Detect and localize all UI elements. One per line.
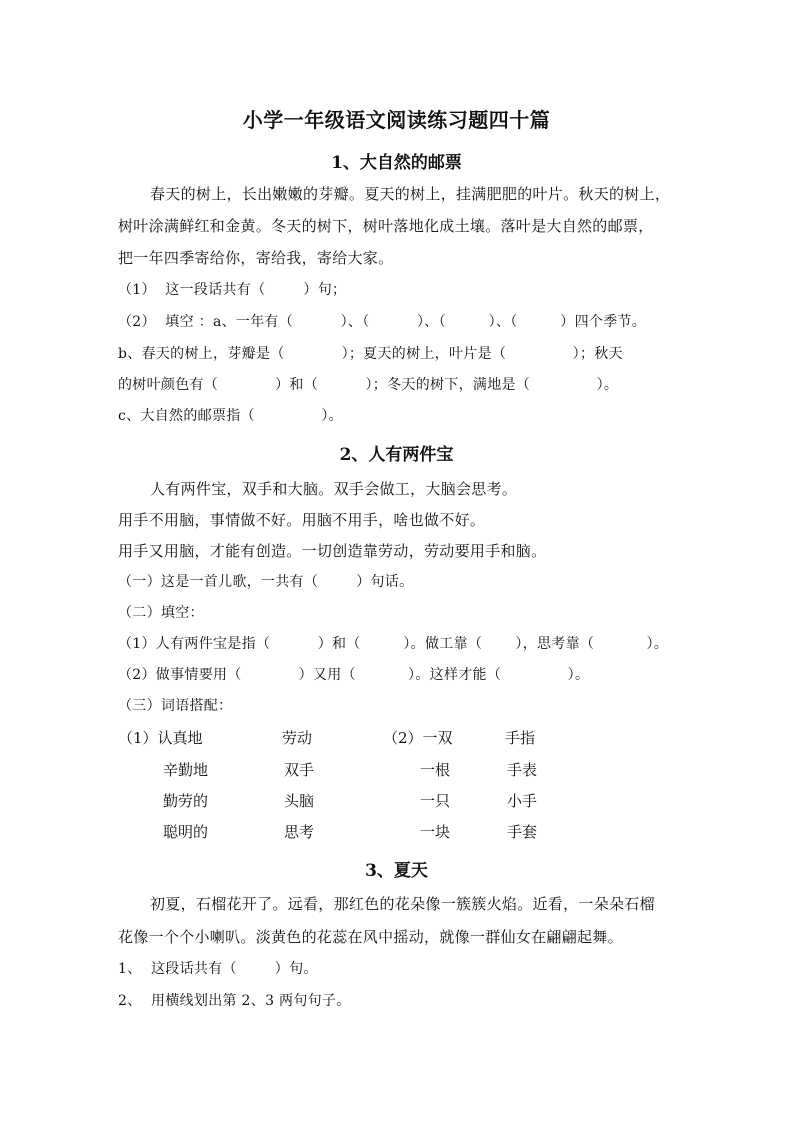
- section-2-question-2-2: （2）做事情要用（ ）又用（ ）。这样才能（ ）。: [118, 667, 590, 683]
- match-measure-word: 一只: [420, 792, 451, 810]
- section-2-poem-line: 用手又用脑，才能有创造。一切创造靠劳动，劳动要用手和脑。: [118, 542, 547, 560]
- section-2-question-2-1: （1）人有两件宝是指（ ）和（ ）。做工靠（ ），思考靠（ ）。: [118, 636, 669, 652]
- section-1-question-2b-cont: 的树叶颜色有（ ）和（ ）；冬天的树下，满地是（ ）。: [118, 377, 619, 393]
- section-2-question-3: （三）词语搭配：: [118, 698, 233, 714]
- section-2-question-2: （二）填空：: [118, 605, 204, 621]
- section-3-question-1: 1、 这段话共有（ ）句。: [118, 961, 318, 977]
- match-noun-word: 手套: [507, 823, 538, 841]
- match-left-word: 勤劳的: [163, 792, 209, 810]
- match-left-word: 聪明的: [163, 823, 209, 841]
- match-measure-word: 一根: [420, 761, 451, 779]
- section-3-question-2: 2、 用横线划出第 2、3 两句句子。: [118, 993, 351, 1009]
- match-right-word: 思考: [284, 823, 315, 841]
- section-3-paragraph-line: 初夏，石榴花开了。远看，那红色的花朵像一簇簇火焰。近看，一朵朵石榴: [150, 895, 655, 913]
- section-1-question-1: （1） 这一段话共有（ ）句；: [118, 282, 347, 298]
- match-right-word: 头脑: [284, 792, 315, 810]
- section-1-paragraph-line: 树叶涂满鲜红和金黄。冬天的树下，树叶落地化成土壤。落叶是大自然的邮票，: [118, 217, 654, 235]
- section-1-paragraph-line: 把一年四季寄给你，寄给我，寄给大家。: [118, 249, 394, 267]
- section-2-poem-line: 用手不用脑，事情做不好。用脑不用手，啥也做不好。: [118, 511, 486, 529]
- document-title: 小学一年级语文阅读练习题四十篇: [242, 108, 551, 132]
- section-1-question-2c: c、大自然的邮票指（ ）。: [118, 408, 343, 424]
- section-1-question-2b: b、春天的树上，芽瓣是（ ）；夏天的树上，叶片是（ ）；秋天: [118, 346, 623, 362]
- match-left-word: （1）认真地: [118, 729, 203, 747]
- match-noun-word: 小手: [507, 792, 538, 810]
- match-right-word: 双手: [284, 761, 315, 779]
- section-2-poem-line: 人有两件宝，双手和大脑。双手会做工，大脑会思考。: [150, 480, 518, 498]
- match-measure-word: 一块: [420, 823, 451, 841]
- match-right-word: 劳动: [282, 729, 313, 747]
- section-3-paragraph-line: 花像一个个小喇叭。淡黄色的花蕊在风中摇动，就像一群仙女在翩翩起舞。: [118, 928, 623, 946]
- section-2-heading: 2、人有两件宝: [339, 445, 454, 465]
- section-3-heading: 3、夏天: [365, 861, 428, 881]
- section-1-heading: 1、大自然的邮票: [331, 153, 462, 173]
- match-noun-word: 手表: [507, 761, 538, 779]
- match-noun-word: 手指: [505, 729, 536, 747]
- section-1-paragraph-line: 春天的树上，长出嫩嫩的芽瓣。夏天的树上，挂满肥肥的叶片。秋天的树上，: [150, 185, 671, 203]
- section-1-question-2: （2） 填空 ：a、一年有（ ）、（ ）、（ ）、（ ）四个季节。: [118, 314, 647, 330]
- match-left-word: 辛勤地: [163, 761, 209, 779]
- section-2-question-1: （一）这是一首儿歌，一共有（ ）句话。: [118, 574, 414, 590]
- match-measure-word: （2）一双: [383, 729, 453, 747]
